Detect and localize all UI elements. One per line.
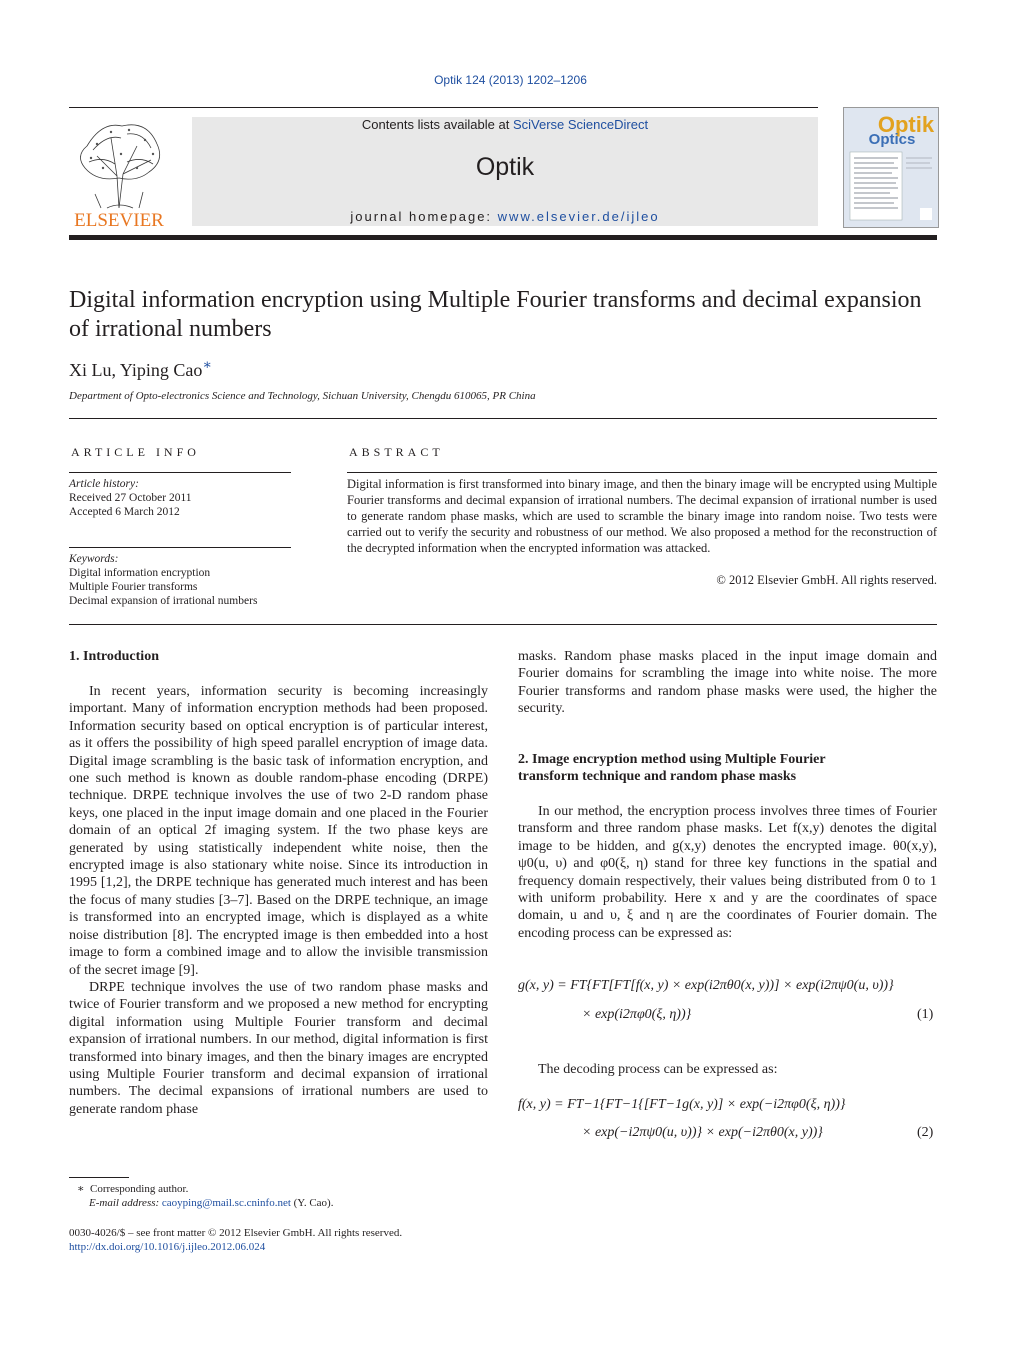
homepage-link[interactable]: www.elsevier.de/ijleo [497, 209, 660, 224]
method-paragraph-1: In our method, the encryption process involves three times of Fourier transform and three random phase masks. Let f(x,y) denotes the digital image to be hidden, and g(x,y) denotes the encrypted image. θ0(x,y), ψ0(u, υ) and φ0(ξ, η) stand for three key functions in the spatial and frequency domain respectively, their values being distributed from 0 to 1 with uniform probability. Here x and y are the coordinates of space domain, u and υ, ξ and η are the coordinates of Fourier domain. The encoding process can be expressed as: [518, 804, 937, 941]
intro-paragraph-1: In recent years, information security is becoming increasingly important. Many of information encryption methods had been proposed. Information security based on optical encryption is of particular interest, as it offers the possibility of high speed parallel encryption of image data. Digital image scrambling is the basic task of information encryption, and one such method is known as double random-phase encoding (DRPE) technique. DRPE technique involves the use of two 2-D random phase keys, one placed in the input image domain and one placed in the Fourier domain of an optical 2f imaging system. If the two phase keys are generated by using statistically independent white noise, then the encrypted image is also stationary white noise. Since its introduction in 1995 [1,2], the DRPE technique has generated much interest and has been the focus of many studies [3–7]. Based on the DRPE technique, an image is transformed into an encrypted image, which is displayed as a white noise distribution [8]. The encrypted image is then embedded into a host image to form a combined image and to allow the invisible transmission of the secret image [9]. [69, 684, 488, 978]
elsevier-wordmark: ELSEVIER [74, 210, 164, 230]
elsevier-logo [67, 116, 171, 230]
decoding-intro: The decoding process can be expressed as: [538, 1062, 778, 1077]
authors [69, 357, 212, 381]
footnote-rule [69, 1177, 129, 1178]
journal-cover [843, 107, 939, 228]
abstract-copyright: © 2012 Elsevier GmbH. All rights reserved. [716, 573, 937, 587]
corresponding-author-mark[interactable]: ∗ [202, 358, 212, 373]
article-info-rule [69, 472, 291, 473]
received-date: Received 27 October 2011 [69, 492, 192, 504]
issn-line: 0030-4026/$ – see front matter © 2012 Elsevier GmbH. All rights reserved. [69, 1227, 403, 1239]
abstract-rule [347, 472, 937, 473]
journal-name: Optik [475, 153, 535, 181]
abstract-heading: ABSTRACT [349, 445, 444, 459]
equation-2-number: (2) [917, 1125, 934, 1140]
contents-prefix: Contents lists available at [361, 117, 513, 132]
keyword-item: Decimal expansion of irrational numbers [69, 595, 258, 607]
corresponding-footnote [77, 1182, 188, 1196]
cover-title-optik: Optik [877, 112, 935, 137]
article-info-heading: ARTICLE INFO [71, 445, 200, 459]
email-link[interactable]: caoyping@mail.sc.cninfo.net [161, 1197, 291, 1209]
footnote-star: ∗ [77, 1183, 85, 1195]
header-thick-rule [69, 235, 937, 240]
equation-1-number: (1) [917, 1007, 934, 1022]
contents-line [192, 117, 818, 132]
author-names: Xi Lu, Yiping Cao [69, 360, 203, 380]
journal-citation[interactable]: Optik 124 (2013) 1202–1206 [434, 73, 587, 87]
abstract-bottom-rule [69, 624, 937, 625]
keywords-block [69, 552, 291, 608]
title-rule [69, 418, 937, 419]
corresponding-label: Corresponding author. [89, 1183, 189, 1195]
cover-image-icon [844, 108, 938, 227]
keywords-label: Keywords: [69, 553, 119, 565]
intro-paragraph-2: DRPE technique involves the use of two random phase masks and twice of Fourier transform and we proposed a new method for encrypting digital information using Multiple Fourier transform and decimal expansion of irrational numbers. In our method, digital information is first transformed into binary images, and then the binary images are encrypted using Multiple Fourier transform and decimal expansion of irrational numbers. The decimal expansions of irrational numbers are used to generate random phase [69, 979, 488, 1117]
equation-2-line-1: f(x, y) = FT−1{FT−1{[FT−1g(x, y)] × exp(−i2πφ0(ξ, η))} [518, 1097, 846, 1112]
cover-title-optics: Optics [868, 131, 916, 148]
keyword-item: Digital information encryption [69, 567, 211, 579]
email-footnote [89, 1196, 333, 1210]
intro-paragraph-3: masks. Random phase masks placed in the input image domain and Fourier domains for scrambling the image into white noise. The more Fourier transforms and random phase masks were used, the higher the security. [518, 649, 937, 717]
abstract-text: Digital information is first transformed into binary image, and then the binary image will be encrypted using Multiple Fourier transforms and decimal expansion of irrational numbers. The decimal expansion of irrational number is used to generate random phase masks, which are used to scramble the binary image into random noise. Two tests were carried out to verify the security and robustness of our method. We also proposed a method for the reconstruction of the decrypted information when the encrypted information was attacked. [347, 477, 937, 555]
section-2-heading-line-1: 2. Image encryption method using Multiple Fourier [518, 752, 826, 767]
article-title: Digital information encryption using Multiple Fourier transforms and decimal expansion of irrational numbers [69, 287, 922, 342]
equation-2-line-2: × exp(−i2πψ0(u, υ))} × exp(−i2πθ0(x, y))} [582, 1125, 823, 1140]
equation-1-line-2: × exp(i2πφ0(ξ, η))} [582, 1007, 692, 1022]
section-2-heading-line-2: transform technique and random phase masks [518, 769, 797, 785]
history-label: Article history: [69, 478, 139, 490]
keyword-item: Multiple Fourier transforms [69, 581, 198, 593]
equation-1-line-1: g(x, y) = FT{FT[FT[f(x, y) × exp(i2πθ0(x, y))] × exp(i2πψ0(u, υ))} [518, 978, 894, 993]
accepted-date: Accepted 6 March 2012 [69, 506, 180, 518]
email-label: E-mail address: [89, 1197, 162, 1209]
doi-link[interactable]: http://dx.doi.org/10.1016/j.ijleo.2012.06.024 [69, 1241, 266, 1253]
affiliation: Department of Opto-electronics Science and Technology, Sichuan University, Chengdu 610065, PR China [69, 390, 536, 402]
homepage-prefix: journal homepage: [350, 209, 498, 224]
section-1-body [69, 683, 488, 1118]
section-2-body [518, 803, 937, 942]
section-1-heading: 1. Introduction [69, 649, 159, 664]
elsevier-tree-icon [67, 116, 171, 230]
journal-homepage [192, 209, 818, 224]
article-history [69, 477, 291, 519]
email-suffix: (Y. Cao). [290, 1197, 334, 1209]
header-rule [69, 107, 818, 108]
section-2-heading [518, 751, 937, 786]
sciencedirect-link[interactable]: SciVerse ScienceDirect [512, 117, 649, 132]
keywords-rule [69, 547, 291, 548]
section-1-continued [518, 648, 937, 718]
